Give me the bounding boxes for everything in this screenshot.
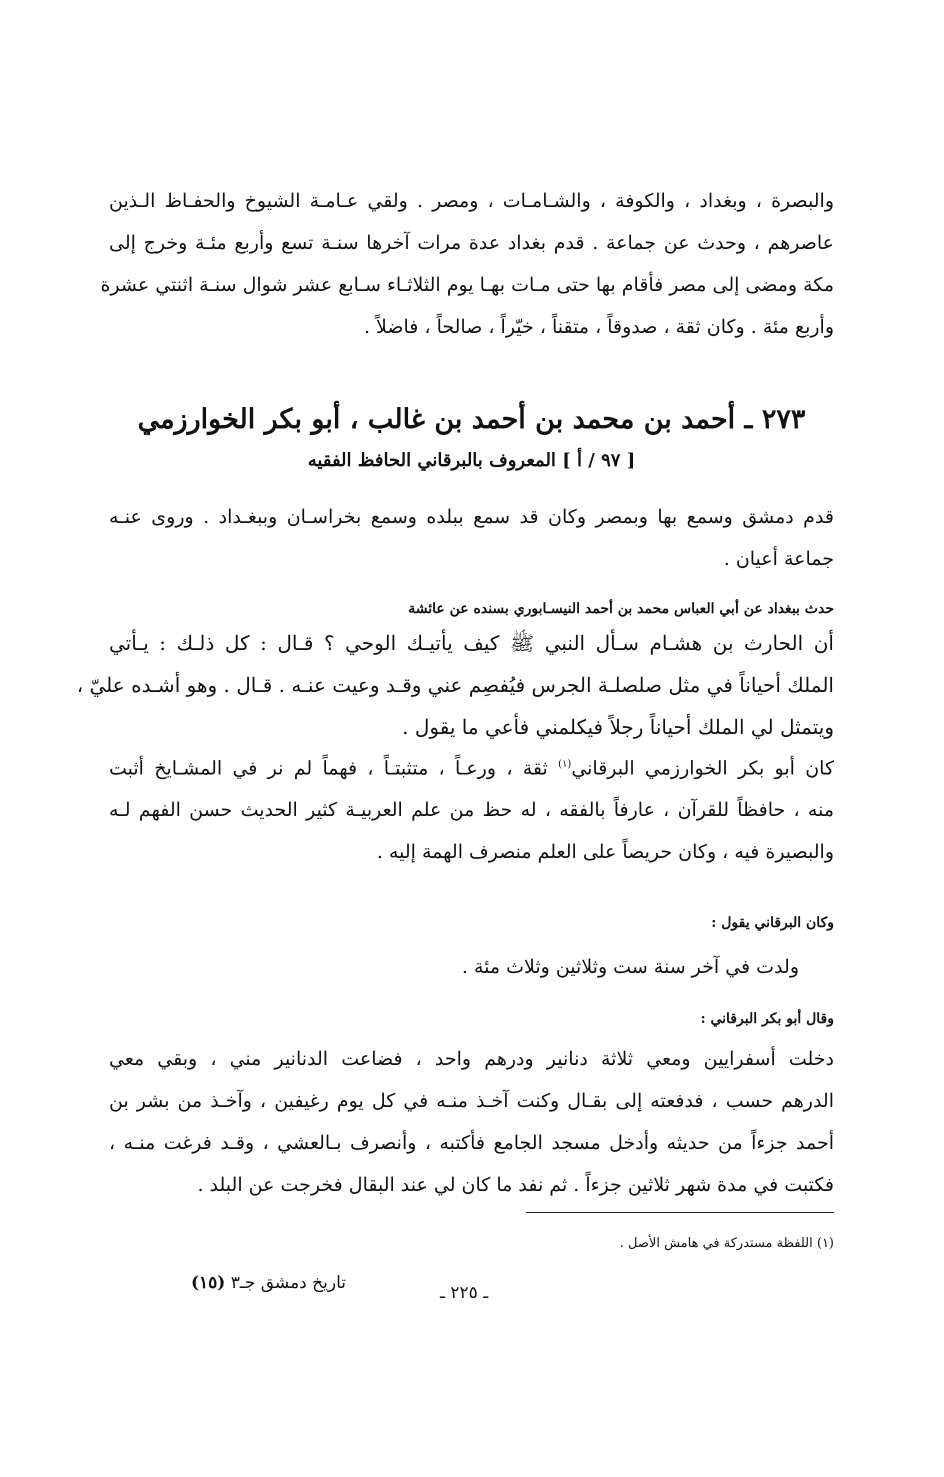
text-line: عاصرهم ، وحدث عن جماعة . قدم بغداد عدة مرات آخرها سنـة تسع وأربع مئـة وخرج إلى [109,232,834,254]
text-line: الملك أحياناً في مثل صلصلـة الجرس فيُفصِم عني وقـد وعيت عنـه . قـال . وهو أشـده عليّ ، [76,673,834,697]
running-footer [191,1268,346,1298]
text-line: مكة ومضى إلى مصر فأقام بها حتى مـات بهـا يوم الثلاثـاء سـابع عشر شوال سنـة اثنتي عشرة [100,274,834,296]
quote-text: ولدت في آخر سنة ست وثلاثين وثلاث مئة . [461,956,799,978]
bio-paragraph [109,496,834,580]
entry-subtitle: [ ٩٧ / أ ] المعروف بالبرقاني الحافظ الفقيه [307,450,636,471]
footnote: (١) اللفظة مستدركة في هامش الأصل . [619,1236,834,1251]
text-line: جماعة أعيان . [723,548,834,570]
entry-title: ٢٧٣ ـ أحمد بن محمد بن أحمد بن غالب ، أبو بكر الخوارزمي [137,404,806,435]
text-line: دخلت أسفرايين ومعي ثلاثة دنانير ودرهم واحد ، فضاعت الدنانير مني ، وبقي معي [109,1048,834,1070]
narrative-paragraph [109,1038,834,1206]
assessment-paragraph [109,744,834,873]
assessment-text-start: كان أبو بكر الخوارزمي البرقاني [571,757,834,780]
text-line [109,744,834,789]
text-line: منه ، حافظاً للقرآن ، عارفاً بالفقه ، له حظ من علم العربيـة كثير الحديث حسن الفهم لـه [109,799,834,822]
footnote-divider [526,1212,834,1213]
text-line: والبصيرة فيه ، وكان حريصاً على العلم منصرف الهمة إليه . [376,841,834,864]
assessment-text-end: ثقة ، ورعـاً ، متثبتـاً ، فهماً لم نر في المشـايخ أثبت [109,757,559,780]
volume-marker: (١٥) [190,1273,226,1293]
hadith-paragraph [76,622,834,748]
chain-of-narration: حدث ببغداد عن أبي العباس محمد بن أحمد النيسـابوري بسنده عن عائشة [408,601,834,617]
quote-label: وقال أبو بكر البرقاني : [700,1011,834,1027]
page-number: ـ ٢٢٥ ـ [440,1283,489,1303]
text-line: أن الحارث بن هشـام سـأل النبي ﷺ كيف يأتيـك الوحي ؟ قـال : كل ذلـك : يـأتي [109,631,834,655]
text-line: والبصرة ، وبغداد ، والكوفة ، والشـامـات ، ومصر . ولقي عـامـة الشيوخ والحفـاظ الـذين [109,190,834,212]
text-line: فكتبت في مدة شهر ثلاثين جزءاً . ثم نفد ما كان لي عند البقال فخرجت عن البلد . [197,1174,834,1196]
text-line: قدم دمشق وسمع بها وبمصر وكان قد سمع ببلده وسمع بخراسـان وببغـداد . وروى عنـه [109,506,834,528]
text-line: أحمد جزءاً من حديثه وأدخل مسجد الجامع فأكتبه ، وأنصرف بـالعشي ، وقـد فرغت منـه ، [109,1132,834,1154]
quote-label: وكان البرقاني يقول : [711,915,834,931]
footnote-marker[interactable]: (١) [558,759,572,770]
text-line: وأربع مئة . وكان ثقة ، صدوقاً ، متقناً ، خيّراً ، صالحاً ، فاضلاً . [363,316,834,338]
book-title: تاريخ دمشق جـ٣ [230,1273,346,1293]
text-line: الدرهم حسب ، فدفعته إلى بقـال وكنت آخـذ منـه في كل يوم رغيفين ، وآخـذ من بشر بن [109,1090,834,1112]
text-line: ويتمثل لي الملك أحياناً رجلاً فيكلمني فأعي ما يقول . [402,715,834,739]
intro-paragraph [100,180,834,348]
